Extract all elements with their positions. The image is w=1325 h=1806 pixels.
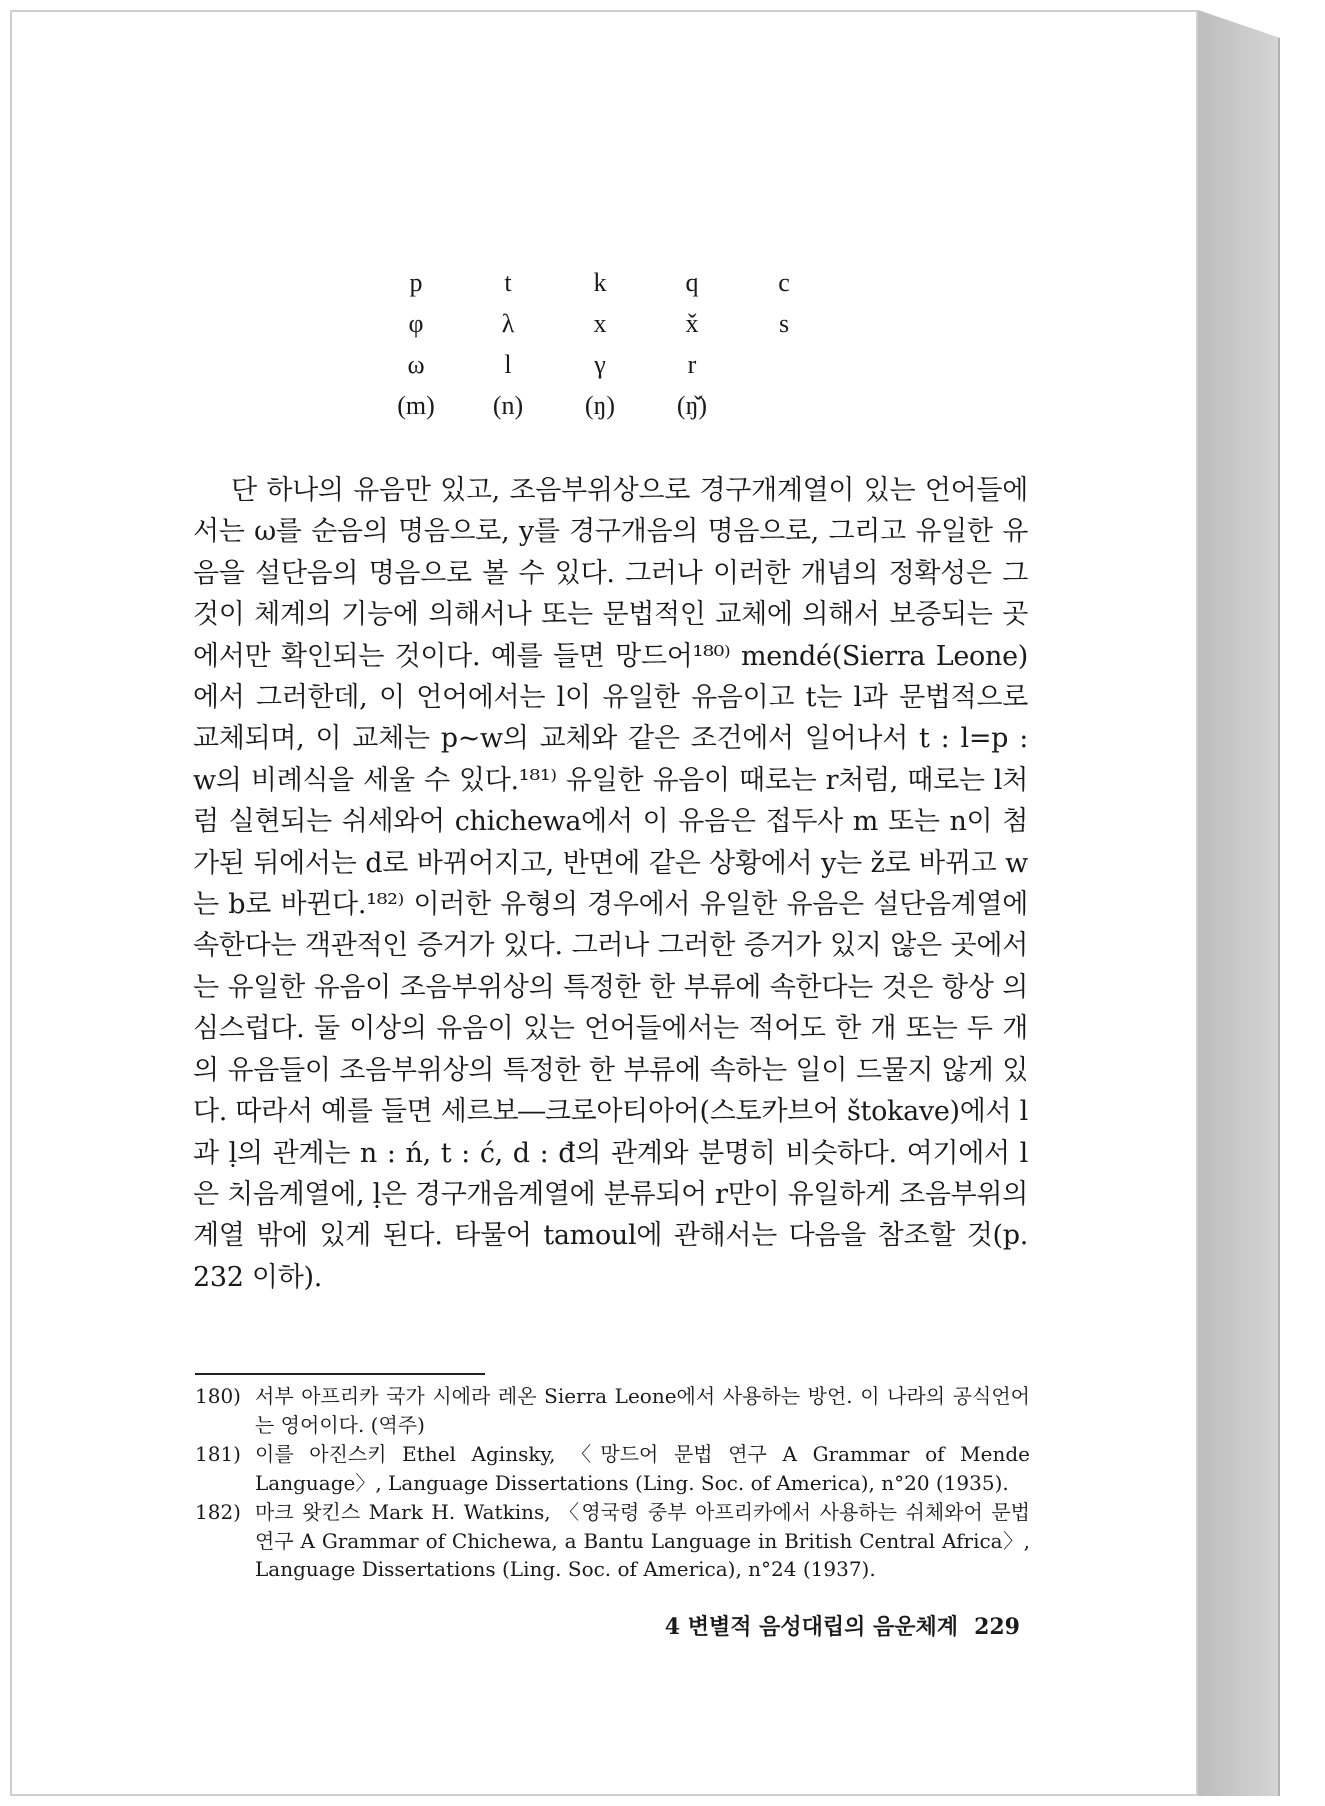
phoneme-cell: r: [687, 349, 697, 379]
phoneme-cell: q: [685, 267, 699, 297]
phoneme-cell: (m): [397, 390, 435, 420]
phoneme-cell: ω: [407, 349, 425, 379]
footnote: [195, 1440, 1030, 1497]
page-edge: [1198, 10, 1280, 1796]
phoneme-cell: s: [778, 308, 790, 338]
footnote-text: 서부 아프리카 국가 시에라 레온 Sierra Leone에서 사용하는 방언. 이 나라의 공식언어는 영어이다. (역주): [255, 1384, 1030, 1437]
phoneme-cell: c: [778, 267, 790, 297]
phoneme-cell: l: [504, 349, 512, 379]
phoneme-cell: (n): [492, 390, 524, 420]
chapter-title: 4 변별적 음성대립의 음운체계: [664, 1614, 959, 1640]
footnote: [195, 1382, 1030, 1439]
phoneme-cell: φ: [408, 308, 424, 338]
phoneme-row: [370, 262, 830, 303]
phoneme-cell: k: [593, 267, 607, 297]
body-paragraph: 단 하나의 유음만 있고, 조음부위상으로 경구개계열이 있는 언어들에서는 ω를 순음의 명음으로, y를 경구개음의 명음으로, 그리고 유일한 유음을 설단음의 명음으로 볼 수 있다. 그러나 이러한 개념의 정확성은 그것이 체계의 기능에 의해서나 또는 문법적인 교체에 의해서 보증되는 곳에서만 확인되는 것이다. 예를 들면 망드어¹⁸⁰⁾ mendé(Sierra Leone)에서 그러한데, 이 언어에서는 l이 유일한 유음이고 t는 l과 문법적으로 교체되며, 이 교체는 p~w의 교체와 같은 조건에서 일어나서 t : l=p : w의 비례식을 세울 수 있다.¹⁸¹⁾ 유일한 유음이 때로는 r처럼, 때로는 l처럼 실현되는 쉬세와어 chichewa에서 이 유음은 접두사 m 또는 n이 첨가된 뒤에서는 d로 바뀌어지고, 반면에 같은 상황에서 y는 ž로 바뀌고 w는 b로 바뀐다.¹⁸²⁾ 이러한 유형의 경우에서 유일한 유음은 설단음계열에 속한다는 객관적인 증거가 있다. 그러나 그러한 증거가 있지 않은 곳에서는 유일한 유음이 조음부위상의 특정한 한 부류에 속한다는 것은 항상 의심스럽다. 둘 이상의 유음이 있는 언어들에서는 적어도 한 개 또는 두 개의 유음들이 조음부위상의 특정한 한 부류에 속하는 일이 드물지 않게 있다. 따라서 예를 들면 세르보―크로아티아어(스토카브어 štokave)에서 l과 ḷ의 관계는 n : ń, t : ć, d : đ의 관계와 분명히 비슷하다. 여기에서 l은 치음계열에, ḷ은 경구개음계열에 분류되어 r만이 유일하게 조음부위의 계열 밖에 있게 된다. 타물어 tamoul에 관해서는 다음을 참조할 것(p. 232 이하).: [193, 475, 1028, 1293]
phoneme-row: [370, 344, 830, 385]
footnote-number: 182): [195, 1500, 241, 1524]
phoneme-cell: t: [504, 267, 512, 297]
phoneme-cell: γ: [594, 349, 606, 379]
phoneme-cell: x: [593, 308, 607, 338]
phoneme-row: [370, 303, 830, 344]
body-text: [193, 470, 1028, 1298]
footnote-text: 이를 아진스키 Ethel Aginsky, 〈망드어 문법 연구 A Grammar of Mende Language〉, Language Dissertations (Ling. Soc. of America), n°20 (1935).: [255, 1442, 1030, 1495]
footnote-number: 180): [195, 1384, 241, 1408]
footnote-text: 마크 왓킨스 Mark H. Watkins, 〈영국령 중부 아프리카에서 사용하는 쉬체와어 문법 연구 A Grammar of Chichewa, a Bantu Language in British Central Africa〉, Language Dissertations (Ling. Soc. of America), n°24 (1937).: [255, 1500, 1030, 1581]
footnotes: [195, 1382, 1030, 1585]
phoneme-row: [370, 385, 830, 426]
phoneme-cell: (ŋ): [584, 390, 616, 420]
footnote: [195, 1498, 1030, 1584]
page-number: 229: [974, 1614, 1020, 1640]
phoneme-table: [370, 262, 830, 426]
footnote-number: 181): [195, 1442, 241, 1466]
phoneme-cell: λ: [501, 308, 515, 338]
running-footer: [610, 1610, 1020, 1641]
phoneme-cell: (ŋ̌): [676, 390, 708, 420]
footnote-divider: [195, 1373, 485, 1375]
phoneme-cell: x̌: [685, 308, 699, 338]
phoneme-cell: p: [409, 267, 423, 297]
